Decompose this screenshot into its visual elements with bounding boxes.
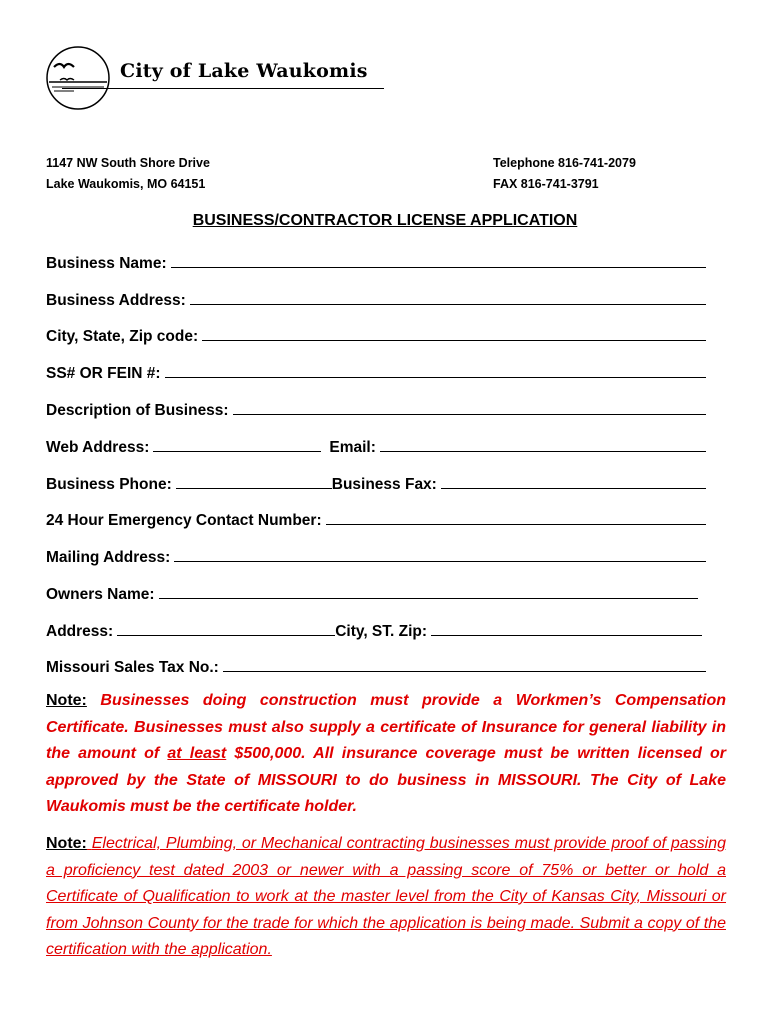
sales-tax-row xyxy=(46,655,706,677)
city-state-zip-field[interactable] xyxy=(202,340,706,341)
insurance-note-text-1: Businesses doing construction must provide a Workmen’s Compensation Certificate. Businesses must also supply a certificate of Insurance for general liability in the amount of xyxy=(46,692,726,762)
owner-address-row xyxy=(46,619,702,641)
business-fax-field[interactable] xyxy=(441,488,706,489)
insurance-note-text-2: $500,000. All insurance coverage must be written licensed or approved by the State of MISSOURI to do business in MISSOURI. The City of Lake Waukomis must be the certificate holder. xyxy=(46,745,727,815)
telephone-number: Telephone 816-741-2079 xyxy=(493,156,636,170)
owners-name-row xyxy=(46,582,698,604)
business-name-field[interactable] xyxy=(171,267,706,268)
owners-name-label: Owners Name: xyxy=(46,586,155,603)
ss-fein-row xyxy=(46,361,706,383)
address-line-1: 1147 NW South Shore Drive xyxy=(46,156,210,170)
sales-tax-field[interactable] xyxy=(223,671,706,672)
emergency-contact-label: 24 Hour Emergency Contact Number: xyxy=(46,512,322,529)
contractor-note-text: Electrical, Plumbing, or Mechanical contracting businesses must provide proof of passing a proficiency test dated 2003 or newer with a passing score of 75% or better or hold a Certificate of Qualification to work at the master level from the City of Kansas City, Missouri or from Johnson County for the trade for which the application is being made. Submit a copy of the certification with the application. xyxy=(46,835,726,958)
web-email-row xyxy=(46,435,706,457)
business-address-field[interactable] xyxy=(190,304,706,305)
city-st-zip-field[interactable] xyxy=(431,635,702,636)
ss-fein-label: SS# OR FEIN #: xyxy=(46,365,161,382)
web-address-field[interactable] xyxy=(153,451,321,452)
description-field[interactable] xyxy=(233,414,706,415)
description-label: Description of Business: xyxy=(46,402,229,419)
owners-name-field[interactable] xyxy=(159,598,698,599)
business-name-label: Business Name: xyxy=(46,255,167,272)
email-field[interactable] xyxy=(380,451,706,452)
emergency-contact-field[interactable] xyxy=(326,524,706,525)
form-title: BUSINESS/CONTRACTOR LICENSE APPLICATION xyxy=(192,212,578,229)
city-contact xyxy=(493,153,636,195)
city-state-zip-row xyxy=(46,324,706,346)
city-address xyxy=(46,153,210,195)
phone-fax-row xyxy=(46,472,706,494)
business-name-row xyxy=(46,251,706,273)
city-logo-icon xyxy=(44,44,112,112)
web-address-label: Web Address: xyxy=(46,439,150,456)
insurance-note xyxy=(46,688,726,821)
header-divider xyxy=(62,88,384,89)
business-address-label: Business Address: xyxy=(46,292,186,309)
business-address-row xyxy=(46,288,706,310)
fax-number: FAX 816-741-3791 xyxy=(493,177,599,191)
sales-tax-label: Missouri Sales Tax No.: xyxy=(46,659,219,676)
insurance-note-emphasis: at least xyxy=(167,745,227,762)
business-phone-label: Business Phone: xyxy=(46,476,172,493)
business-fax-label: Business Fax: xyxy=(331,476,437,493)
description-row xyxy=(46,398,706,420)
city-state-zip-label: City, State, Zip code: xyxy=(46,328,199,345)
ss-fein-field[interactable] xyxy=(165,377,706,378)
business-phone-field[interactable] xyxy=(176,488,332,489)
mailing-address-row xyxy=(46,545,706,567)
city-name: City of Lake Waukomis xyxy=(120,60,368,82)
owner-address-field[interactable] xyxy=(117,635,335,636)
mailing-address-field[interactable] xyxy=(174,561,706,562)
address-line-2: Lake Waukomis, MO 64151 xyxy=(46,177,206,191)
contractor-note xyxy=(46,831,726,964)
note-label: Note: xyxy=(46,692,87,709)
mailing-address-label: Mailing Address: xyxy=(46,549,171,566)
city-st-zip-label: City, ST. Zip: xyxy=(335,623,428,640)
owner-address-label: Address: xyxy=(46,623,114,640)
email-label: Email: xyxy=(329,439,376,456)
note-label: Note: xyxy=(46,835,87,852)
emergency-contact-row xyxy=(46,508,706,530)
